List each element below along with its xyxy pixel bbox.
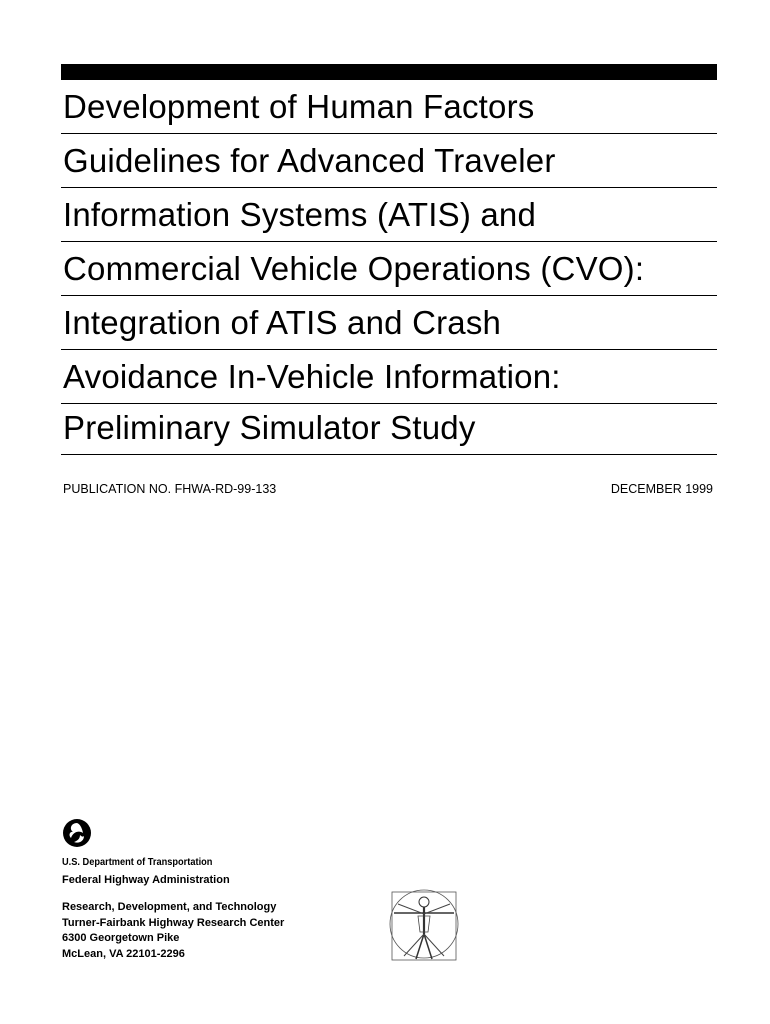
title-text: Development of Human Factors [63, 88, 535, 125]
title-line [61, 350, 717, 404]
title-text: Commercial Vehicle Operations (CVO): [63, 250, 645, 287]
address-line: McLean, VA 22101-2296 [62, 947, 185, 960]
vitruvian-man-icon [384, 886, 462, 964]
address-line: Turner-Fairbank Highway Research Center [62, 916, 285, 929]
address-line: 6300 Georgetown Pike [62, 932, 180, 944]
title-line [61, 296, 717, 350]
title-line [61, 80, 717, 134]
title-line [61, 188, 717, 242]
department-name: U.S. Department of Transportation [62, 856, 213, 868]
top-rule-bar [61, 64, 717, 80]
title-line [61, 134, 717, 188]
dot-triskelion-icon [62, 818, 92, 848]
address-line: Research, Development, and Technology [62, 901, 277, 913]
publication-number: PUBLICATION NO. FHWA-RD-99-133 [63, 482, 277, 496]
title-text: Integration of ATIS and Crash [63, 304, 502, 341]
publication-date: DECEMBER 1999 [610, 482, 713, 496]
agency-name: Federal Highway Administration [62, 874, 230, 886]
title-line [61, 242, 717, 296]
title-line [61, 404, 717, 455]
title-text: Information Systems (ATIS) and [63, 196, 537, 233]
title-text: Avoidance In-Vehicle Information: [63, 358, 561, 395]
address-block [62, 900, 284, 962]
title-text: Preliminary Simulator Study [63, 409, 476, 446]
report-title [61, 80, 717, 455]
title-text: Guidelines for Advanced Traveler [63, 142, 556, 179]
